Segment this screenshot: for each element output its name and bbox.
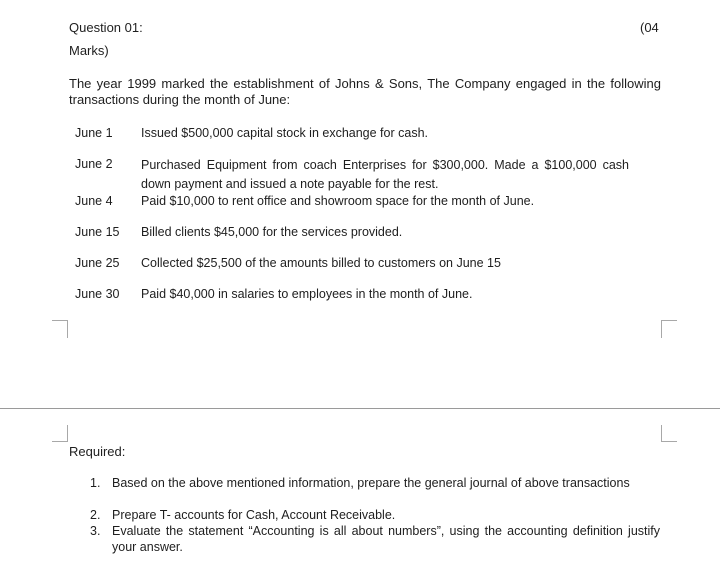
transaction-date: June 1	[75, 126, 113, 140]
page-corner-mark-bottom-left	[52, 425, 68, 442]
question-marks-close: Marks)	[69, 43, 109, 58]
required-item-text: Prepare T- accounts for Cash, Account Receivable.	[112, 508, 396, 522]
question-label: Question 01:	[69, 20, 143, 35]
transaction-date: June 2	[75, 157, 113, 171]
transaction-text: Paid $10,000 to rent office and showroom space for the month of June.	[141, 194, 535, 208]
transaction-text: Issued $500,000 capital stock in exchange for cash.	[141, 126, 428, 140]
page-corner-mark-bottom-right	[661, 425, 677, 442]
transaction-text: Paid $40,000 in salaries to employees in the month of June.	[141, 287, 473, 301]
page-corner-mark-top-right	[661, 320, 677, 338]
transaction-date: June 30	[75, 287, 120, 301]
required-item-number: 2.	[90, 508, 101, 522]
transaction-date: June 4	[75, 194, 113, 208]
page-break-divider	[0, 408, 720, 409]
transaction-text: Billed clients $45,000 for the services provided.	[141, 225, 403, 239]
required-item-text: Based on the above mentioned information, prepare the general journal of above transactions	[112, 476, 630, 490]
transaction-text: Collected $25,500 of the amounts billed to customers on June 15	[141, 256, 501, 270]
transaction-date: June 15	[75, 225, 120, 239]
transaction-text: Purchased Equipment from coach Enterprises for $300,000. Made a $100,000 cash down payment and issued a note payable for the rest.	[141, 158, 629, 191]
required-item-text: Evaluate the statement “Accounting is all about numbers”, using the accounting definition justify your answer.	[112, 524, 660, 554]
page-corner-mark-top-left	[52, 320, 68, 338]
intro-paragraph: The year 1999 marked the establishment of Johns & Sons, The Company engaged in the following transactions during the month of June:	[69, 76, 661, 107]
cut-off-previous-line	[150, 0, 430, 2]
required-heading: Required:	[69, 444, 126, 459]
required-item-number: 1.	[90, 476, 101, 490]
transaction-date: June 25	[75, 256, 120, 270]
required-item-number: 3.	[90, 524, 101, 538]
question-marks-open: (04	[640, 20, 659, 35]
